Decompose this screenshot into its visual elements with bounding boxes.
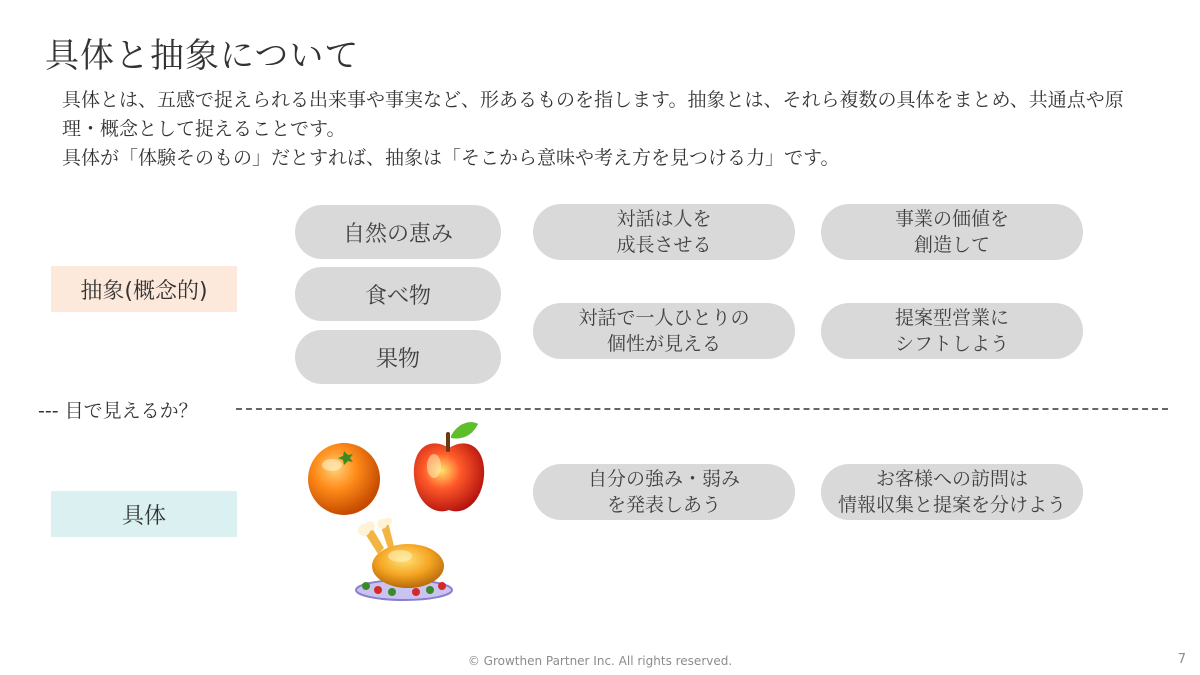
copyright-footer: © Growthen Partner Inc. All rights reserved. [467,654,733,668]
pill-customer-visit: お客様への訪問は 情報収集と提案を分けよう [821,464,1083,520]
visibility-divider-label: --- 目で見えるか？ [34,396,202,423]
description-line-1: 具体とは、五感で捉えられる出来事や事実など、形あるものを指します。抽象とは、それら複数の具体をまとめ、共通点や原理・概念として捉えることです。 [62,89,1124,140]
description [62,86,1152,173]
pill-nature-blessing: 自然の恵み [295,205,501,259]
orange-image [304,437,384,517]
pill-dialogue-individuality: 対話で一人ひとりの 個性が見える [533,303,795,359]
description-line-2: 具体が「体験そのもの」だとすれば、抽象は「そこから意味や考え方を見つける力」です。 [62,147,840,169]
divider-line [236,408,1168,410]
abstract-label: 抽象(概念的) [51,266,237,312]
pill-food: 食べ物 [295,267,501,321]
apple-image [410,418,488,518]
concrete-label: 具体 [51,491,237,537]
page-number: 7 [1177,652,1186,667]
page-title: 具体と抽象について [45,36,360,76]
pill-fruit: 果物 [295,330,501,384]
pill-strengths-weaknesses: 自分の強み・弱み を発表しあう [533,464,795,520]
pill-dialogue-growth: 対話は人を 成長させる [533,204,795,260]
pill-proposal-sales: 提案型営業に シフトしよう [821,303,1083,359]
pill-create-value: 事業の価値を 創造して [821,204,1083,260]
roast-chicken-image [352,518,456,604]
